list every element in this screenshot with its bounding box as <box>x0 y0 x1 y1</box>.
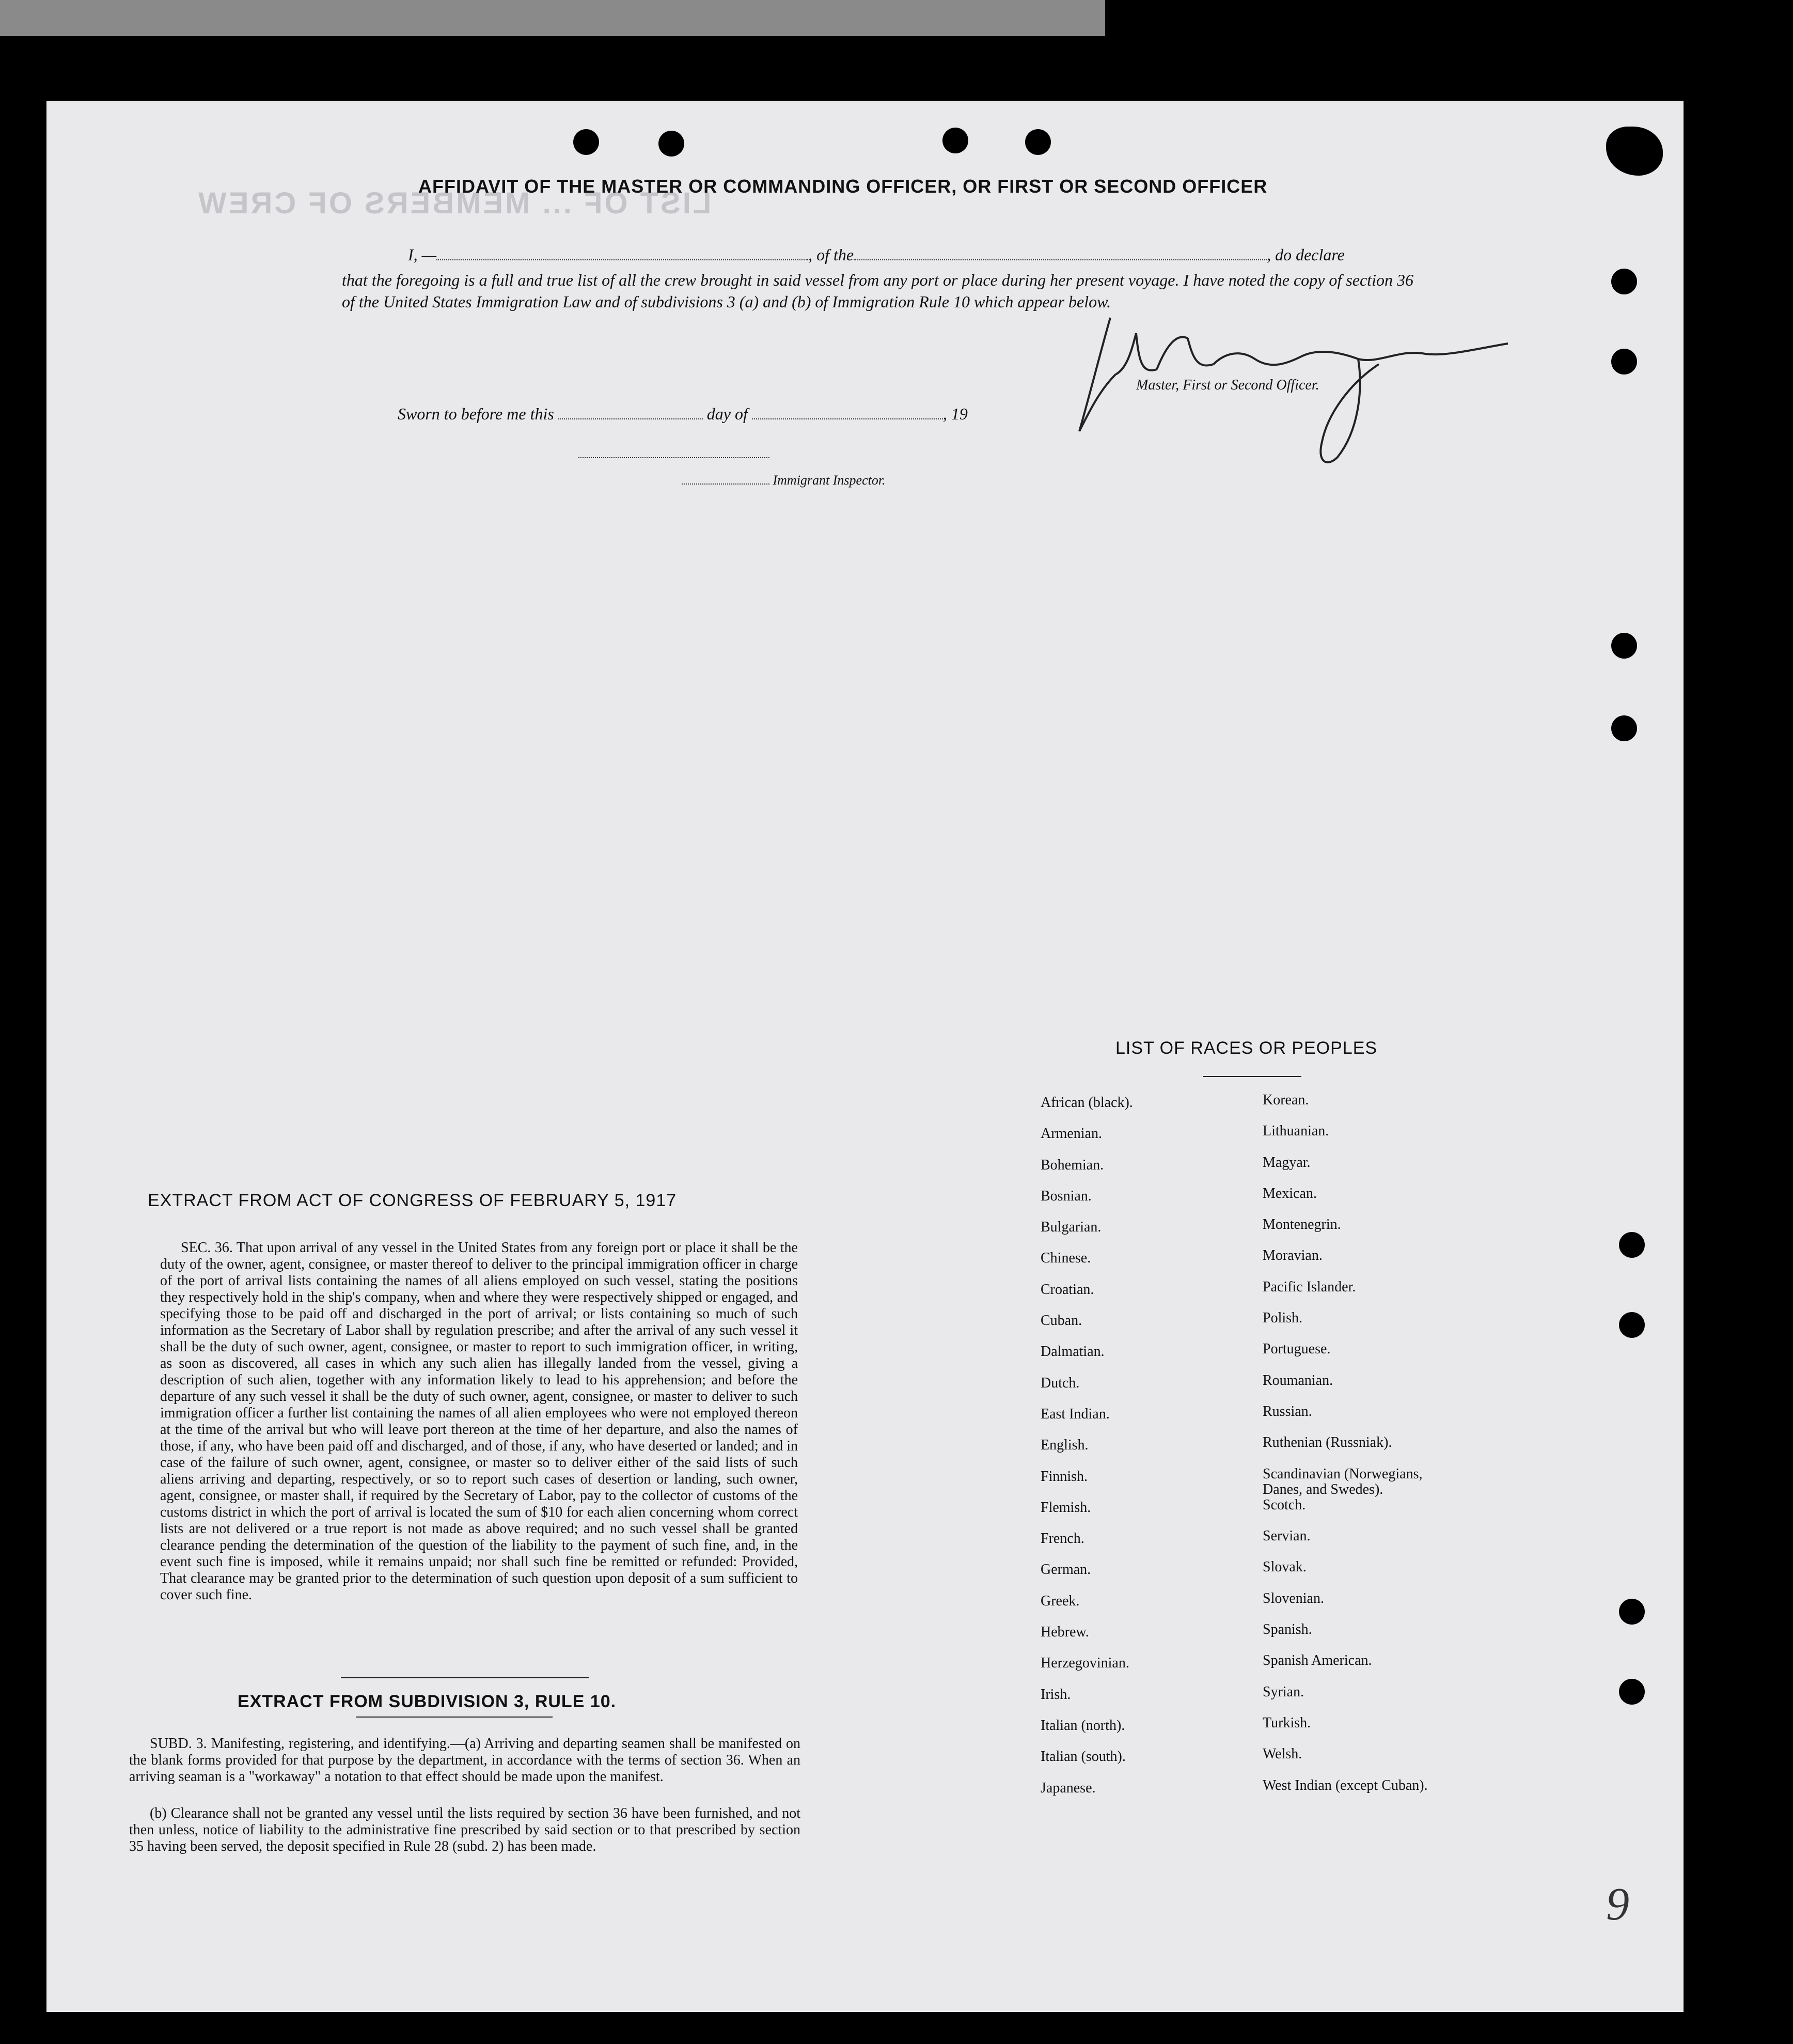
race-entry: Dutch. <box>1041 1375 1080 1391</box>
scan-top-strip <box>0 0 1105 36</box>
affidavit-body: that the foregoing is a full and true list of all the crew brought in said vessel from any port or place during her present voyage. I have noted the copy of section 36 of the United States Immigration Law and of subdivisions 3 (a) and (b) of Immigration Rule 10 which appear below. <box>342 271 1413 311</box>
races-underline <box>1203 1076 1301 1077</box>
race-entry: English. <box>1041 1437 1089 1454</box>
race-entry: Slovenian. <box>1263 1590 1324 1606</box>
race-entry: Spanish American. <box>1263 1652 1372 1669</box>
affidavit-title: AFFIDAVIT OF THE MASTER OR COMMANDING OFFICER, OR FIRST OR SECOND OFFICER <box>418 176 1268 197</box>
race-entry: Finnish. <box>1041 1468 1088 1485</box>
race-entry: Magyar. <box>1263 1154 1311 1171</box>
race-entry: Slovak. <box>1263 1559 1307 1575</box>
race-entry: Greek. <box>1041 1593 1080 1609</box>
punch-hole <box>1611 349 1637 375</box>
extract-divider <box>341 1677 589 1678</box>
race-entry: Herzegovinian. <box>1041 1655 1129 1672</box>
race-entry: Bohemian. <box>1041 1157 1104 1173</box>
day-of-label: day of <box>706 404 748 423</box>
torn-corner <box>1606 127 1663 176</box>
race-entry: Servian. <box>1263 1528 1311 1544</box>
race-entry: Scandinavian (Norwegians, Danes, and Swedes). <box>1263 1465 1423 1497</box>
master-signature <box>1069 313 1534 478</box>
race-entry: Bosnian. <box>1041 1188 1092 1204</box>
inspector-dots <box>682 483 769 485</box>
document-page <box>46 101 1684 2012</box>
extract-rule-para-a: SUBD. 3. Manifesting, registering, and identifying.—(a) Arriving and departing seamen shall be manifested on the blank forms provided for that purpose by the department, in accordance with the terms of section 36. When an arriving seaman is a "workaway" a notation to that effect should be made upon the manifest. <box>129 1736 800 1785</box>
race-entry: Irish. <box>1041 1686 1071 1703</box>
punch-hole <box>1619 1599 1645 1625</box>
punch-hole <box>1611 269 1637 294</box>
race-entry: Chinese. <box>1041 1250 1091 1267</box>
extract-act-text: SEC. 36. That upon arrival of any vessel in the United States from any foreign port or place it shall be the duty of the owner, agent, consignee, or master thereof to deliver to the principal immigration officer in charge of the port of arrival lists containing the names of all aliens employed on such vessel, stating the positions they respectively hold in the ship's company, when and where they were respectively shipped or engaged, and specifying those to be paid off and discharged in the port of arrival; or lists containing so much of such information as the Secretary of Labor shall by regulation prescribe; and after the arrival of any such vessel it shall be the duty of such owner, agent, consignee, or master to report to such immigration officer, in writing, as soon as discovered, all cases in which any such alien has illegally landed from the vessel, giving a description of such alien, together with any information likely to lead to his apprehension; and before the departure of any such vessel it shall be the duty of such owner, agent, consignee, or master to deliver to such immigration officer a further list containing the names of all alien employees who were not employed thereon at the time of the arrival but who will leave port thereon at the time of her departure, and also the names of those, if any, who have been paid off and discharged, and of those, if any, who have deserted or landed; and in case of the failure of such owner, agent, consignee, or master so to deliver either of the said lists of such aliens arriving and departing, respectively, or so to report such cases of desertion or landing, such owner, agent, consignee, or master shall, if required by the Secretary of Labor, pay to the collector of customs of the customs district in which the port of arrival is located the sum of $10 for each alien concerning whom correct lists are not delivered or a true report is not made as above required; and no such vessel shall be granted clearance pending the determination of the question of the liability to the payment of such fine, and, in the event such fine is imposed, while it remains unpaid; nor shall such fine be remitted or refunded: Provided, That clearance may be granted prior to the determination of such question upon deposit of a sum sufficient to cover such fine. <box>160 1240 798 1603</box>
declaration-declare: , do declare <box>1267 245 1345 264</box>
race-entry: Ruthenian (Russniak). <box>1263 1434 1392 1451</box>
sworn-label: Sworn to before me this <box>398 404 554 423</box>
race-entry: Roumanian. <box>1263 1372 1333 1388</box>
races-title: LIST OF RACES OR PEOPLES <box>1115 1038 1378 1058</box>
race-entry: West Indian (except Cuban). <box>1263 1777 1428 1793</box>
race-entry: Japanese. <box>1041 1780 1096 1796</box>
punch-hole <box>1025 129 1051 155</box>
name-blank <box>436 259 808 260</box>
bleed-through-header: LIST OF ... MEMBERS OF CREW <box>196 186 712 220</box>
race-entry: French. <box>1041 1531 1084 1547</box>
race-entry: Bulgarian. <box>1041 1219 1102 1236</box>
punch-hole <box>1619 1232 1645 1258</box>
declaration-dash: — <box>421 245 437 264</box>
race-entry: Turkish. <box>1263 1714 1311 1731</box>
race-entry: Pacific Islander. <box>1263 1278 1356 1295</box>
punch-hole <box>573 129 599 155</box>
punch-hole <box>1619 1679 1645 1705</box>
punch-hole <box>1611 633 1637 659</box>
race-entry: East Indian. <box>1041 1406 1110 1422</box>
year-label: , 19 <box>942 404 968 423</box>
declaration-line <box>408 245 1345 264</box>
punch-hole <box>1611 715 1637 741</box>
extract-rule-title: EXTRACT FROM SUBDIVISION 3, RULE 10. <box>238 1692 617 1711</box>
race-entry: Scotch. <box>1263 1496 1306 1513</box>
race-entry: Portuguese. <box>1263 1341 1331 1358</box>
margin-handwritten-note: 9 <box>1606 1879 1629 1930</box>
race-entry: Mexican. <box>1263 1185 1317 1202</box>
punch-hole <box>942 128 968 153</box>
race-entry: Flemish. <box>1041 1499 1091 1516</box>
race-entry: Spanish. <box>1263 1621 1312 1638</box>
race-entry: Korean. <box>1263 1092 1309 1108</box>
race-entry: Polish. <box>1263 1310 1303 1327</box>
races-right-column <box>1263 1093 1521 1809</box>
race-entry: Lithuanian. <box>1263 1123 1329 1140</box>
signature-label: Master, First or Second Officer. <box>1136 377 1319 393</box>
race-entry: Moravian. <box>1263 1247 1323 1264</box>
race-entry: Russian. <box>1263 1403 1312 1419</box>
race-entry: African (black). <box>1041 1095 1133 1111</box>
extract-rule-para-b: (b) Clearance shall not be granted any vessel until the lists required by section 36 have been furnished, and not then unless, notice of liability to the administrative fine prescribed by said section or to that prescribed by section 35 having been served, the deposit specified in Rule 28 (subd. 2) has been made. <box>129 1805 800 1854</box>
day-blank <box>558 418 703 419</box>
inspector-label: Immigrant Inspector. <box>773 473 886 488</box>
extract-rule-underline <box>356 1717 553 1718</box>
month-blank <box>752 418 943 419</box>
race-entry: Syrian. <box>1263 1683 1304 1700</box>
race-entry: Croatian. <box>1041 1281 1094 1298</box>
inspector-line <box>682 473 886 488</box>
race-entry: Dalmatian. <box>1041 1344 1105 1360</box>
race-entry: Montenegrin. <box>1263 1216 1341 1233</box>
inspector-signature-blank <box>578 457 769 458</box>
race-entry: Italian (south). <box>1041 1749 1126 1765</box>
race-entry: Armenian. <box>1041 1126 1102 1142</box>
declaration-i: I, <box>408 245 418 264</box>
sworn-line <box>398 404 968 424</box>
punch-hole <box>1619 1312 1645 1338</box>
race-entry: Hebrew. <box>1041 1624 1089 1641</box>
race-entry: German. <box>1041 1562 1091 1578</box>
punch-hole <box>658 131 684 157</box>
extract-act-title: EXTRACT FROM ACT OF CONGRESS OF FEBRUARY 5, 1917 <box>148 1191 677 1210</box>
declaration-of: , of the <box>808 245 854 264</box>
race-entry: Italian (north). <box>1041 1717 1125 1734</box>
vessel-blank <box>854 259 1267 260</box>
race-entry: Welsh. <box>1263 1746 1302 1762</box>
race-entry: Cuban. <box>1041 1313 1082 1329</box>
